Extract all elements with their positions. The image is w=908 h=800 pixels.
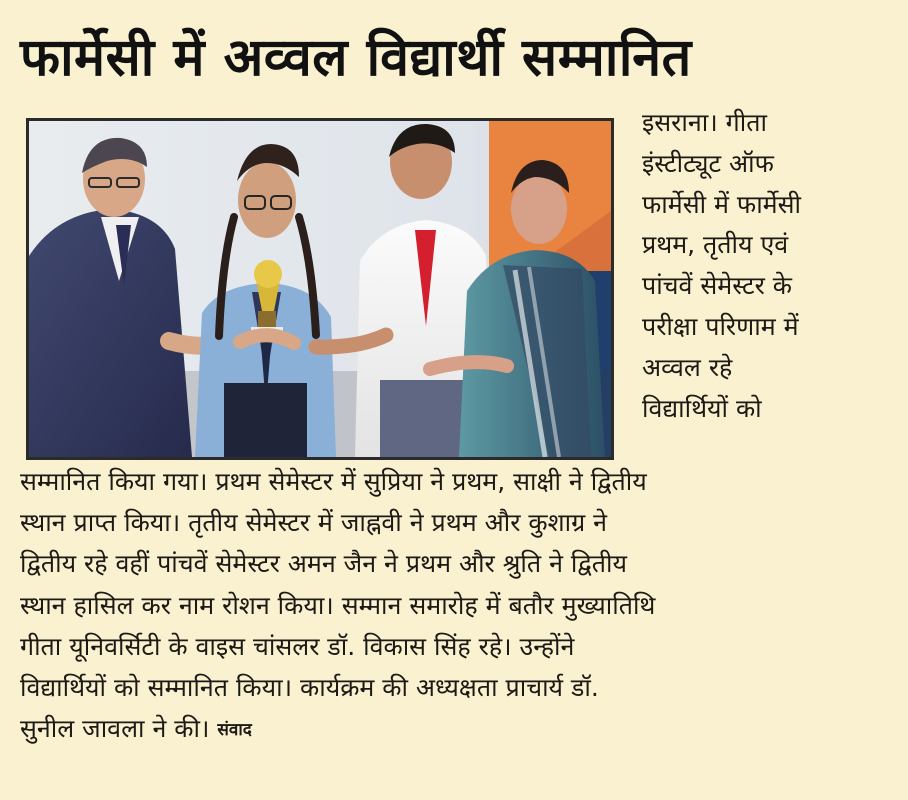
article-side-line: प्रथम, तृतीय एवं <box>642 230 789 260</box>
article-full-line: द्वितीय रहे वहीं पांचवें सेमेस्टर अमन जैन ने प्रथम और श्रुति ने द्वितीय <box>20 549 627 579</box>
article-full-line: गीता यूनिवर्सिटी के वाइस चांसलर डॉ. विकास सिंह रहे। उन्होंने <box>20 631 575 661</box>
article-side-line: परीक्षा परिणाम में <box>642 311 799 341</box>
news-photo <box>26 118 614 460</box>
article-side-line: पांचवें सेमेस्टर के <box>642 271 792 301</box>
article-side-line: इंस्टीट्यूट ऑफ <box>642 148 774 178</box>
article-last-line <box>20 708 888 749</box>
agency-credit: संवाद <box>217 720 252 741</box>
article-full-line: विद्यार्थियों को सम्मानित किया। कार्यक्रम की अध्यक्षता प्राचार्य डॉ. <box>20 672 599 702</box>
article-full-text <box>20 461 888 749</box>
article-last-line-text: सुनील जावला ने की। <box>20 714 210 744</box>
headline: फार्मेसी में अव्वल विद्यार्थी सम्मानित <box>20 28 692 88</box>
article-full-line: स्थान प्राप्त किया। तृतीय सेमेस्टर में जाह्नवी ने प्रथम और कुशाग्र ने <box>20 508 607 538</box>
article-side-line: फार्मेसी में फार्मेसी <box>642 189 801 219</box>
article-side-line: अव्वल रहे <box>642 352 733 382</box>
award-ceremony-photo <box>29 121 611 457</box>
article-side-line: इसराना। गीता <box>642 108 767 137</box>
article-full-line: सम्मानित किया गया। प्रथम सेमेस्टर में सुप्रिया ने प्रथम, साक्षी ने द्वितीय <box>20 467 647 496</box>
article-side-text <box>642 103 892 429</box>
article-side-line: विद्यार्थियों को <box>642 393 762 423</box>
article-full-line: स्थान हासिल कर नाम रोशन किया। सम्मान समारोह में बतौर मुख्यातिथि <box>20 590 656 620</box>
